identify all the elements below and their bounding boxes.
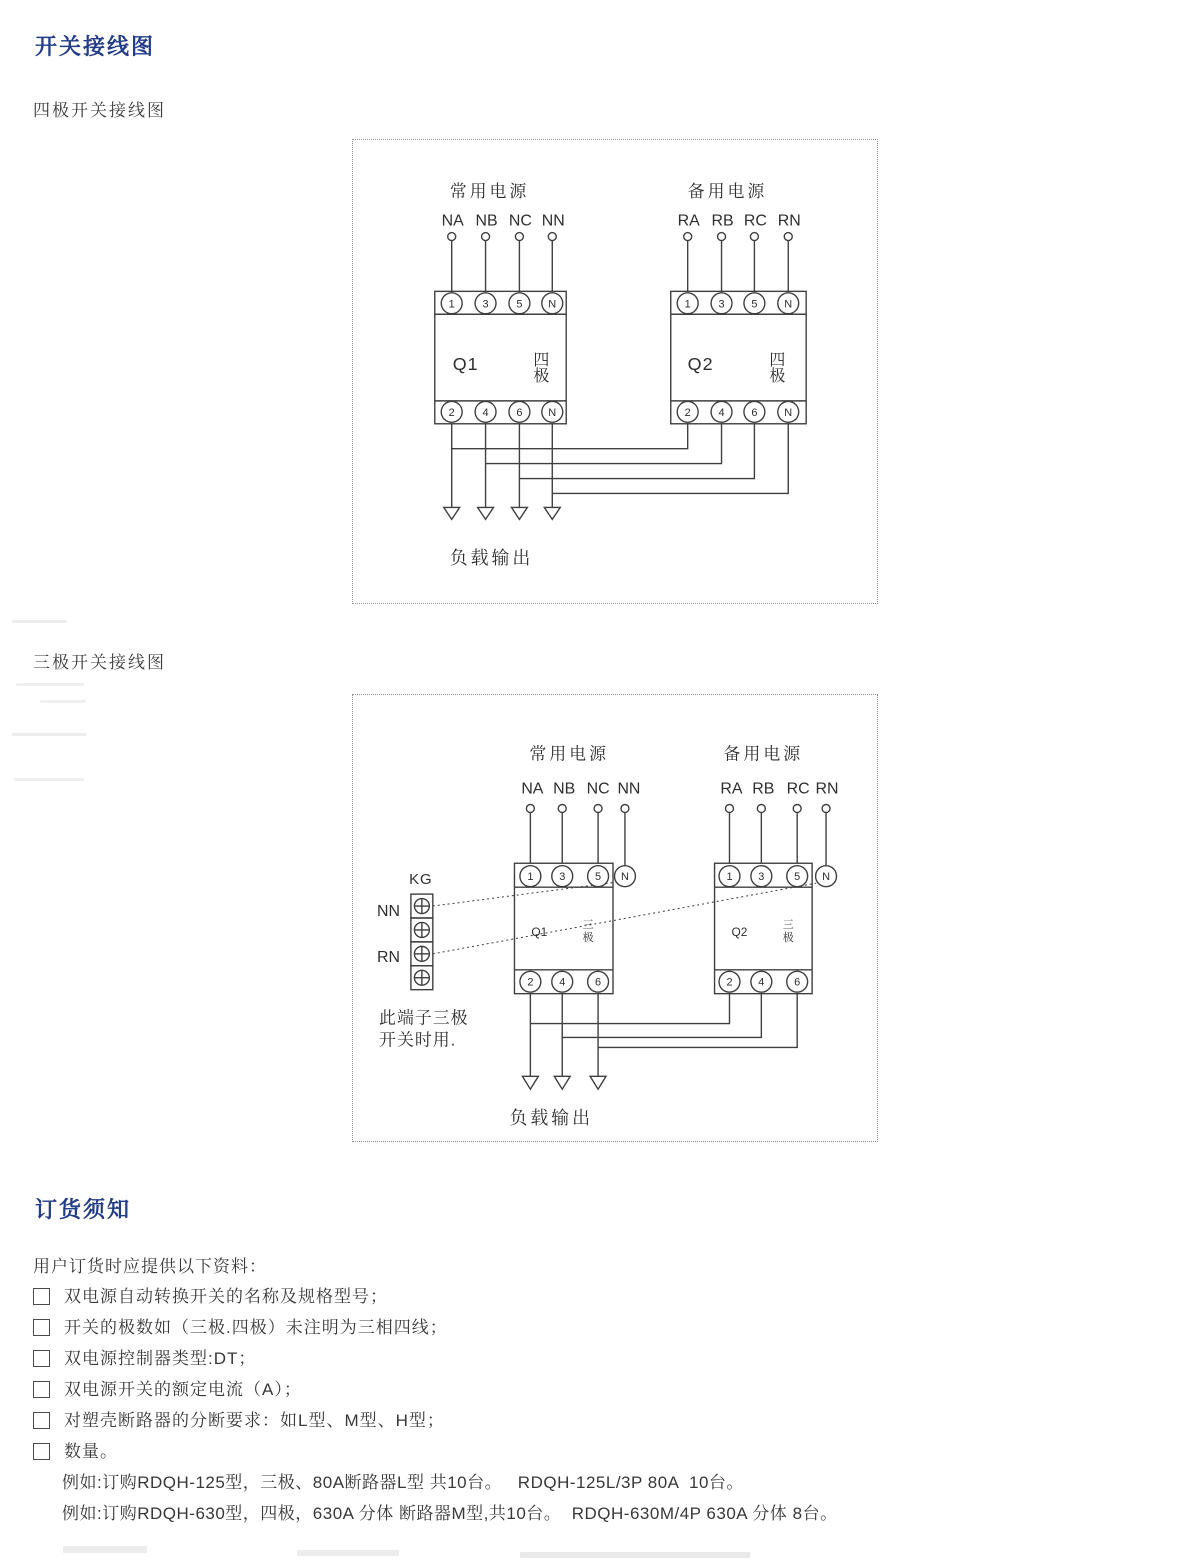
checkbox-icon: [33, 1319, 50, 1336]
q2-input-wires: [726, 805, 831, 866]
svg-text:6: 6: [794, 976, 801, 989]
three-pole-wiring-diagram: [353, 695, 877, 1141]
svg-text:RA: RA: [677, 212, 700, 230]
neutral-link-wires: [433, 882, 816, 954]
normal-power-label: 常用电源: [529, 744, 609, 764]
order-item-text: 对塑壳断路器的分断要求：如L型、M型、H型；: [64, 1411, 445, 1430]
svg-text:N: N: [784, 406, 793, 419]
svg-text:NB: NB: [475, 212, 498, 230]
q1-pole-char2: 极: [533, 367, 550, 385]
q2-output-wires: [530, 994, 797, 1048]
backup-wire-labels: [720, 781, 838, 798]
scan-artifact: [63, 1546, 147, 1553]
q2-pole-char1: 四: [769, 352, 786, 370]
q2-output-wires: [452, 424, 789, 494]
order-item: [33, 1348, 448, 1369]
order-item-text: 双电源自动转换开关的名称及规格型号；: [64, 1287, 388, 1306]
svg-text:NA: NA: [521, 780, 544, 798]
svg-text:RN: RN: [777, 212, 801, 230]
q1-output-wires: [530, 994, 598, 1077]
svg-text:RA: RA: [720, 780, 743, 798]
svg-text:1: 1: [448, 298, 455, 311]
svg-text:NC: NC: [586, 780, 610, 798]
load-output-label: 负载输出: [509, 1108, 594, 1129]
backup-power-label: 备用电源: [687, 181, 768, 201]
svg-text:6: 6: [751, 406, 758, 419]
order-item-text: 双电源控制器类型:DT；: [64, 1349, 257, 1368]
q1-input-wires: [448, 233, 557, 292]
svg-text:3: 3: [758, 871, 765, 884]
four-pole-wiring-diagram: [353, 140, 877, 603]
q1-pole-char1: 四: [533, 352, 550, 370]
checkbox-icon: [33, 1443, 50, 1460]
order-example-line: 例如:订购RDQH-125型，三极、80A断路器L型 共10台。 RDQH-125L/3P 80A 10台。: [62, 1473, 744, 1492]
load-output-arrows: [444, 507, 560, 519]
svg-text:6: 6: [595, 976, 602, 989]
order-item: [33, 1410, 448, 1431]
order-item: [33, 1317, 448, 1338]
checkbox-icon: [33, 1381, 50, 1398]
svg-text:1: 1: [527, 871, 534, 884]
checkbox-icon: [33, 1412, 50, 1429]
svg-text:3: 3: [559, 871, 566, 884]
svg-text:RN: RN: [815, 780, 839, 798]
kg-label: KG: [409, 871, 433, 889]
q1-pole-char1: 三: [582, 918, 594, 931]
svg-text:3: 3: [482, 298, 489, 311]
svg-text:2: 2: [726, 976, 733, 989]
q2-neutral-terminal-label: N: [822, 871, 831, 884]
checkbox-icon: [33, 1288, 50, 1305]
load-output-arrows: [522, 1076, 606, 1089]
rn-label: RN: [376, 948, 400, 966]
order-examples: [62, 1472, 838, 1524]
svg-text:NB: NB: [553, 780, 576, 798]
scan-artifact: [14, 778, 84, 781]
svg-text:NN: NN: [541, 212, 565, 230]
svg-text:5: 5: [595, 871, 602, 884]
q1-pole-char2: 极: [582, 931, 594, 944]
svg-text:5: 5: [751, 298, 758, 311]
svg-text:N: N: [784, 298, 793, 311]
svg-text:3: 3: [718, 298, 725, 311]
svg-text:5: 5: [516, 298, 523, 311]
order-intro: 用户订货时应提供以下资料：: [33, 1257, 267, 1276]
q1-name: Q1: [531, 924, 548, 939]
three-pole-diagram-box: [352, 694, 878, 1142]
order-example-line: 例如:订购RDQH-630型，四极，630A 分体 断路器M型,共10台。 RDQH-630M/4P 630A 分体 8台。: [62, 1504, 838, 1523]
order-item-text: 开关的极数如（三极.四极）未注明为三相四线；: [64, 1318, 448, 1337]
svg-text:4: 4: [718, 406, 725, 419]
svg-text:NC: NC: [508, 212, 532, 230]
svg-text:1: 1: [726, 871, 733, 884]
normal-wire-labels: [442, 213, 565, 230]
four-pole-diagram-label: 四极开关接线图: [33, 101, 166, 120]
scan-artifact: [40, 700, 86, 703]
scan-artifact: [12, 620, 67, 623]
backup-wire-labels: [678, 213, 801, 230]
kg-terminal-block: [411, 894, 433, 990]
q2-pole-char2: 极: [769, 367, 786, 385]
svg-text:N: N: [548, 406, 557, 419]
order-item-text: 双电源开关的额定电流（A）；: [64, 1380, 302, 1399]
q1-output-wires: [452, 424, 553, 508]
order-checklist: [33, 1286, 448, 1462]
svg-text:NN: NN: [617, 780, 641, 798]
svg-text:NA: NA: [441, 212, 464, 230]
q1-neutral-terminal-label: N: [621, 871, 629, 884]
order-item: [33, 1286, 448, 1307]
svg-text:4: 4: [559, 976, 566, 989]
order-item: [33, 1379, 448, 1400]
normal-power-label: 常用电源: [449, 181, 530, 201]
scan-artifact: [297, 1550, 399, 1556]
svg-text:4: 4: [482, 406, 489, 419]
svg-text:1: 1: [684, 298, 691, 311]
order-item-text: 数量。: [64, 1442, 118, 1461]
page-title: 开关接线图: [35, 34, 156, 59]
scan-artifact: [16, 683, 84, 686]
svg-text:2: 2: [448, 406, 455, 419]
nn-label: NN: [376, 903, 400, 921]
svg-text:6: 6: [516, 406, 523, 419]
svg-text:4: 4: [758, 976, 765, 989]
three-pole-diagram-label: 三极开关接线图: [33, 653, 166, 672]
svg-text:RC: RC: [786, 780, 810, 798]
svg-text:RB: RB: [752, 780, 775, 798]
svg-text:5: 5: [794, 871, 801, 884]
order-item: [33, 1441, 448, 1462]
kg-note-line1: 此端子三极: [379, 1008, 469, 1028]
four-pole-diagram-box: [352, 139, 878, 604]
q2-pole-char2: 极: [782, 931, 794, 944]
q2-input-wires: [684, 233, 793, 292]
backup-power-label: 备用电源: [723, 744, 804, 764]
svg-text:RB: RB: [711, 212, 734, 230]
svg-text:RC: RC: [743, 212, 767, 230]
svg-text:2: 2: [684, 406, 691, 419]
scan-artifact: [12, 733, 86, 736]
q1-input-wires: [526, 805, 629, 866]
q2-pole-char1: 三: [782, 918, 794, 931]
svg-text:N: N: [548, 298, 557, 311]
q1-name: Q1: [452, 354, 479, 375]
q2-name: Q2: [731, 924, 748, 939]
checkbox-icon: [33, 1350, 50, 1367]
svg-text:2: 2: [527, 976, 534, 989]
order-section-title: 订货须知: [35, 1197, 132, 1222]
q2-name: Q2: [687, 354, 714, 375]
load-output-label: 负载输出: [449, 548, 534, 569]
kg-note-line2: 开关时用.: [379, 1030, 457, 1050]
normal-wire-labels: [521, 781, 640, 798]
scan-artifact: [520, 1552, 750, 1558]
